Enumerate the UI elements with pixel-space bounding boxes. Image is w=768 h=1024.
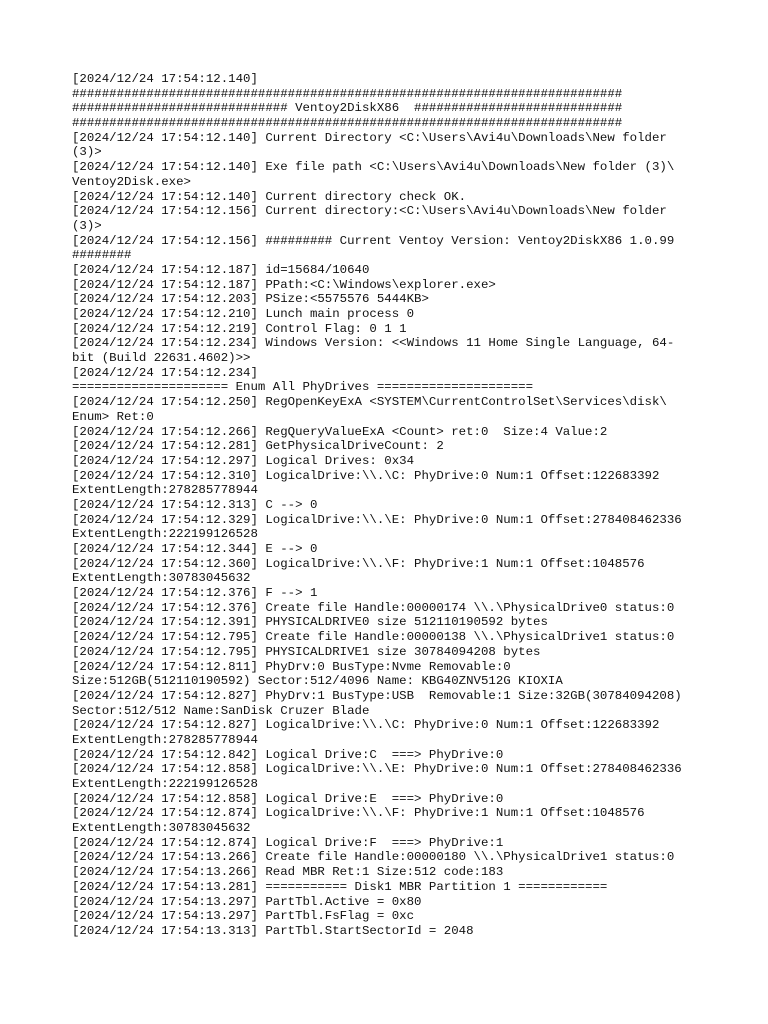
log-line: [2024/12/24 17:54:12.187] id=15684/10640 (72, 262, 370, 277)
log-line: [2024/12/24 17:54:12.156] Current directory:<C:\Users\Avi4u\Downloads\New folder (72, 204, 667, 219)
log-line: [2024/12/24 17:54:12.310] LogicalDrive:\\.\C: PhyDrive:0 Num:1 Offset:122683392 (72, 468, 660, 483)
log-line: [2024/12/24 17:54:13.313] PartTbl.StartSectorId = 2048 (72, 923, 474, 938)
log-line: [2024/12/24 17:54:12.156] ######### Current Ventoy Version: Ventoy2DiskX86 1.0.99 (72, 233, 675, 248)
log-line: bit (Build 22631.4602)>> (72, 351, 251, 366)
log-line: [2024/12/24 17:54:12.313] C --> 0 (72, 497, 318, 512)
log-line: [2024/12/24 17:54:12.329] LogicalDrive:\\.\E: PhyDrive:0 Num:1 Offset:278408462336 (72, 512, 682, 527)
log-line: [2024/12/24 17:54:12.391] PHYSICALDRIVE0 size 512110190592 bytes (72, 615, 548, 630)
log-line: ############################# Ventoy2DiskX86 ############################ (72, 101, 623, 116)
log-line: ExtentLength:278285778944 (72, 483, 258, 498)
log-line: ######## (72, 248, 132, 263)
log-line: [2024/12/24 17:54:12.210] Lunch main process 0 (72, 307, 415, 321)
log-line: [2024/12/24 17:54:12.234] (72, 365, 258, 380)
log-line: Sector:512/512 Name:SanDisk Cruzer Blade (72, 703, 370, 718)
log-line: [2024/12/24 17:54:13.266] Create file Handle:00000180 \\.\PhysicalDrive1 status:0 (72, 850, 675, 865)
log-line: (3)> (72, 145, 102, 160)
log-line: [2024/12/24 17:54:12.858] Logical Drive:E ===> PhyDrive:0 (72, 791, 504, 806)
log-line: [2024/12/24 17:54:12.376] F --> 1 (72, 586, 318, 601)
log-line: [2024/12/24 17:54:12.140] (72, 72, 258, 86)
log-line: ExtentLength:30783045632 (72, 571, 251, 586)
log-line: [2024/12/24 17:54:12.360] LogicalDrive:\\.\F: PhyDrive:1 Num:1 Offset:1048576 (72, 556, 645, 571)
log-line: Enum> Ret:0 (72, 409, 154, 424)
log-line: [2024/12/24 17:54:12.140] Current directory check OK. (72, 189, 467, 204)
log-line: [2024/12/24 17:54:12.187] PPath:<C:\Windows\explorer.exe> (72, 277, 496, 292)
log-line: [2024/12/24 17:54:13.281] =========== Disk1 MBR Partition 1 ============ (72, 879, 608, 894)
log-line: [2024/12/24 17:54:12.281] GetPhysicalDriveCount: 2 (72, 439, 444, 454)
log-line: [2024/12/24 17:54:12.811] PhyDrv:0 BusType:Nvme Removable:0 (72, 659, 511, 674)
log-line: ===================== Enum All PhyDrives ===================== (72, 380, 534, 395)
log-line: Ventoy2Disk.exe> (72, 174, 191, 189)
log-line: [2024/12/24 17:54:13.297] PartTbl.Active = 0x80 (72, 894, 422, 909)
log-line: ExtentLength:278285778944 (72, 732, 258, 747)
log-text (72, 72, 696, 939)
log-line: [2024/12/24 17:54:12.827] PhyDrv:1 BusType:USB Removable:1 Size:32GB(30784094208) (72, 688, 682, 703)
log-line: ExtentLength:222199126528 (72, 527, 258, 542)
log-line: ExtentLength:222199126528 (72, 777, 258, 791)
log-line: [2024/12/24 17:54:12.250] RegOpenKeyExA <SYSTEM\CurrentControlSet\Services\disk\ (72, 395, 667, 410)
log-line: [2024/12/24 17:54:12.376] Create file Handle:00000174 \\.\PhysicalDrive0 status:0 (72, 600, 675, 615)
log-line: Size:512GB(512110190592) Sector:512/4096 Name: KBG40ZNV512G KIOXIA (72, 674, 563, 689)
log-line: [2024/12/24 17:54:12.219] Control Flag: 0 1 1 (72, 321, 407, 336)
log-line: [2024/12/24 17:54:12.795] Create file Handle:00000138 \\.\PhysicalDrive1 status:0 (72, 630, 675, 645)
log-line: [2024/12/24 17:54:12.140] Exe file path <C:\Users\Avi4u\Downloads\New folder (3)\ (72, 160, 675, 175)
log-line: [2024/12/24 17:54:12.827] LogicalDrive:\\.\C: PhyDrive:0 Num:1 Offset:122683392 (72, 718, 660, 733)
log-line: [2024/12/24 17:54:12.203] PSize:<5575576 5444KB> (72, 292, 429, 307)
log-line: [2024/12/24 17:54:12.858] LogicalDrive:\\.\E: PhyDrive:0 Num:1 Offset:278408462336 (72, 762, 682, 777)
log-page (72, 72, 696, 939)
log-line: [2024/12/24 17:54:13.297] PartTbl.FsFlag = 0xc (72, 909, 415, 924)
log-line: [2024/12/24 17:54:12.874] Logical Drive:F ===> PhyDrive:1 (72, 835, 504, 850)
log-line: (3)> (72, 218, 102, 233)
log-line: [2024/12/24 17:54:12.874] LogicalDrive:\\.\F: PhyDrive:1 Num:1 Offset:1048576 (72, 806, 645, 821)
log-line: ########################################################################## (72, 86, 623, 101)
log-line: [2024/12/24 17:54:12.266] RegQueryValueExA <Count> ret:0 Size:4 Value:2 (72, 424, 608, 439)
log-line: [2024/12/24 17:54:13.266] Read MBR Ret:1 Size:512 code:183 (72, 865, 504, 880)
log-line: [2024/12/24 17:54:12.795] PHYSICALDRIVE1 size 30784094208 bytes (72, 644, 541, 659)
log-line: [2024/12/24 17:54:12.842] Logical Drive:C ===> PhyDrive:0 (72, 747, 504, 762)
log-line: [2024/12/24 17:54:12.140] Current Directory <C:\Users\Avi4u\Downloads\New folder (72, 130, 667, 145)
log-line: [2024/12/24 17:54:12.344] E --> 0 (72, 542, 318, 556)
log-line: [2024/12/24 17:54:12.234] Windows Version: <<Windows 11 Home Single Language, 64- (72, 336, 675, 351)
log-line: ExtentLength:30783045632 (72, 821, 251, 836)
log-line: [2024/12/24 17:54:12.297] Logical Drives: 0x34 (72, 453, 415, 468)
log-line: ########################################################################## (72, 116, 623, 131)
